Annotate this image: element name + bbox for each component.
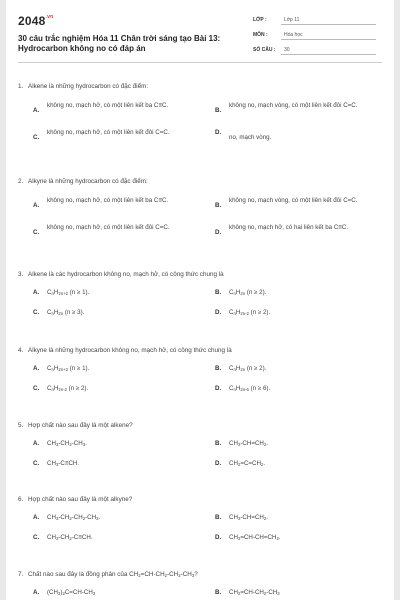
meta-count <box>253 46 376 55</box>
option-letter: C. <box>33 460 40 467</box>
question-text <box>18 495 132 504</box>
question-number: 5. <box>18 422 24 429</box>
question-text <box>18 346 232 355</box>
option-letter: B. <box>215 440 222 447</box>
question-number: 7. <box>18 571 24 578</box>
option-b[interactable] <box>215 588 380 600</box>
option-text: no, mạch vòng. <box>229 134 272 141</box>
option-text: $CH_3-CH=CH_2$. <box>229 514 269 521</box>
option-d[interactable] <box>215 459 380 479</box>
option-a[interactable] <box>33 588 198 600</box>
question-number: 4. <box>18 347 24 354</box>
question-number: 1. <box>18 83 24 90</box>
option-letter: B. <box>215 289 222 296</box>
option-b[interactable] <box>215 196 380 216</box>
option-d[interactable] <box>215 308 380 328</box>
logo-suffix: .vn <box>45 14 54 20</box>
option-text: $C_nH_{2n-2}$ (n ≥ 2). <box>47 385 89 392</box>
exam-sheet <box>6 0 394 600</box>
option-letter: A. <box>33 202 40 209</box>
option-letter: A. <box>33 365 40 372</box>
option-letter: D. <box>215 534 222 541</box>
option-b[interactable] <box>215 364 380 384</box>
option-letter: B. <box>215 514 222 521</box>
option-text: $CH_3-CH_2-CH_3$. <box>47 440 87 447</box>
page-title: 30 câu trắc nghiệm Hóa 11 Chân trời sáng tạo Bài 13: Hydrocarbon không no có đáp án <box>18 34 221 53</box>
option-letter: B. <box>215 107 222 114</box>
option-a[interactable] <box>33 288 198 308</box>
option-text: không no, mạch hở, có một liên kết ba C≡C. <box>47 102 169 109</box>
option-letter: C. <box>33 134 40 141</box>
option-letter: A. <box>33 289 40 296</box>
option-letter: A. <box>33 589 40 596</box>
option-letter: B. <box>215 589 222 596</box>
option-text: $C_nH_{2n+2}$ (n ≥ 1). <box>47 289 90 296</box>
question-number: 2. <box>18 178 24 185</box>
option-letter: D. <box>215 385 222 392</box>
question-number: 3. <box>18 271 24 278</box>
question-stem: Chất nào sau đây là đồng phân của $CH_2=CH-CH_2-CH_2-CH_3$? <box>28 571 198 578</box>
question-stem: Alkene là những hydrocarbon có đặc điểm: <box>28 83 149 90</box>
option-text: $CH_2=C=CH_2$. <box>229 460 266 467</box>
option-text: không no, mạch hở, có một liên kết ba C≡C. <box>47 197 169 204</box>
meta-value: 30 <box>281 46 376 55</box>
option-text: $C_nH_{2n-6}$ (n ≥ 6). <box>229 385 271 392</box>
option-text: $CH_3-CH_2-C\equiv CH$. <box>47 534 93 541</box>
option-a[interactable] <box>33 513 198 533</box>
option-a[interactable] <box>33 364 198 384</box>
option-c[interactable] <box>33 459 198 479</box>
option-letter: A. <box>33 440 40 447</box>
option-text: không no, mạch hở, có một liên kết đôi C=C. <box>47 129 170 136</box>
question-stem: Alkyne là những hydrocarbon không no, mạch hở, có công thức chung là <box>28 347 232 354</box>
option-letter: C. <box>33 385 40 392</box>
option-d[interactable] <box>215 223 380 243</box>
option-letter: C. <box>33 309 40 316</box>
meta-value: Lớp 11 <box>281 16 376 25</box>
meta-label: SỐ CÂU : <box>253 47 276 53</box>
meta-subject <box>253 31 376 40</box>
divider <box>18 62 382 63</box>
option-b[interactable] <box>215 101 380 121</box>
option-d[interactable] <box>215 384 380 404</box>
option-letter: D. <box>215 309 222 316</box>
meta-value: Hóa học <box>281 31 376 40</box>
option-text: $CH_3-C\equiv CH$. <box>47 460 80 467</box>
option-c[interactable] <box>33 384 198 404</box>
logo-text: 2048 <box>18 14 46 28</box>
question-text <box>18 177 148 186</box>
option-b[interactable] <box>215 439 380 459</box>
question-stem: Hợp chất nào sau đây là một alkyne? <box>28 496 133 503</box>
option-a[interactable] <box>33 101 198 121</box>
question-stem: Alkyne là những hydrocarbon có đặc điểm: <box>28 178 148 185</box>
option-letter: C. <box>33 229 40 236</box>
question-number: 6. <box>18 496 24 503</box>
question-text <box>18 270 224 279</box>
option-text: không no, mạch hở, có một liên kết đôi C=C. <box>47 224 170 231</box>
meta-class <box>253 16 376 25</box>
option-c[interactable] <box>33 128 198 148</box>
option-text: $CH_3-CH_2-CH_2-CH_3$. <box>47 514 101 521</box>
option-letter: D. <box>215 460 222 467</box>
option-d[interactable] <box>215 128 380 148</box>
option-text: $C_nH_{2n}$ (n ≥ 2). <box>229 289 267 296</box>
option-text: $C_nH_{2n+2}$ (n ≥ 1). <box>47 365 90 372</box>
option-text: $C_nH_{2n}$ (n ≥ 2). <box>229 365 267 372</box>
question-text <box>18 82 148 91</box>
option-text: $CH_2=CH-CH=CH_2$. <box>229 534 281 541</box>
option-a[interactable] <box>33 439 198 459</box>
option-letter: A. <box>33 514 40 521</box>
option-letter: A. <box>33 107 40 114</box>
site-logo[interactable] <box>18 14 53 28</box>
option-text: không no, mạch hở, có hai liên kết ba C≡C. <box>229 224 349 231</box>
option-text: không no, mạch vòng, có một liên kết đôi C=C. <box>229 102 358 109</box>
option-letter: D. <box>215 129 222 136</box>
option-a[interactable] <box>33 196 198 216</box>
option-letter: B. <box>215 202 222 209</box>
question-text <box>18 570 198 580</box>
option-c[interactable] <box>33 308 198 328</box>
question-stem: Alkene là các hydrocarbon không no, mạch hở, có công thức chung là <box>28 271 224 278</box>
meta-label: MÔN : <box>253 32 268 38</box>
option-text: không no, mạch vòng, có một liên kết đôi C=C. <box>229 197 358 204</box>
option-b[interactable] <box>215 288 380 308</box>
option-b[interactable] <box>215 513 380 533</box>
option-c[interactable] <box>33 533 198 553</box>
option-letter: C. <box>33 534 40 541</box>
option-c[interactable] <box>33 223 198 243</box>
option-text: $C_nH_{2n-2}$ (n ≥ 2). <box>229 309 271 316</box>
option-d[interactable] <box>215 533 380 553</box>
option-letter: D. <box>215 229 222 236</box>
meta-label: LỚP : <box>253 17 267 23</box>
option-text: $CH_3-CH=CH_2$. <box>229 440 269 447</box>
question-text <box>18 421 133 430</box>
option-text: $C_nH_{2n}$ (n ≥ 3). <box>47 309 85 316</box>
question-stem: Hợp chất nào sau đây là một alkene? <box>28 422 133 429</box>
option-letter: B. <box>215 365 222 372</box>
option-text: $(CH_3)_2C=CH-CH_3$ <box>47 589 96 596</box>
option-text: $CH_2=CH-CH_2-CH_3$ <box>229 589 280 596</box>
